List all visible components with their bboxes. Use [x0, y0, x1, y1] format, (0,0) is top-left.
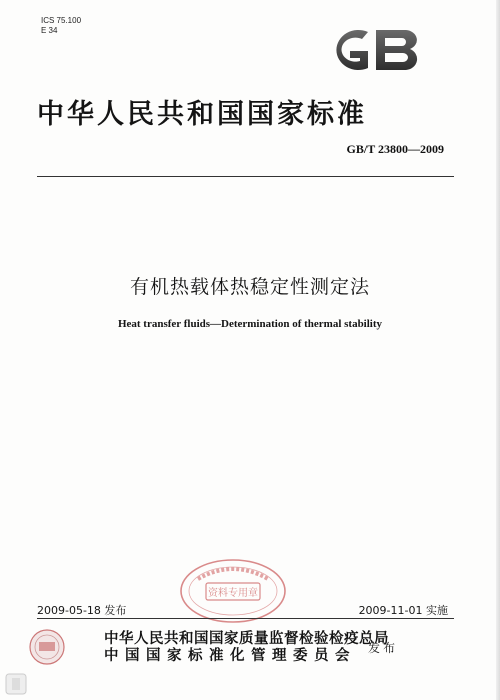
top-divider — [37, 176, 454, 177]
national-standard-title: 中华人民共和国国家标准 — [37, 99, 367, 130]
ccs-code: E 34 — [41, 26, 58, 35]
stamp-seal-icon — [178, 557, 288, 625]
logo-text: GB — [373, 54, 375, 55]
ics-code: ICS 75.100 — [41, 16, 82, 25]
page-corner-icon — [4, 672, 28, 696]
title-chinese: 有机热载体热稳定性测定法 — [129, 276, 370, 298]
issuing-authorities — [104, 630, 389, 664]
implementation-date: 2009-11-01 实施 — [358, 604, 448, 617]
standard-number: GB/T 23800—2009 — [346, 142, 444, 156]
publish-label: 发布 — [368, 641, 399, 655]
title-english: Heat transfer fluids—Determination of thermal stability — [117, 318, 383, 330]
bottom-divider — [37, 618, 454, 619]
classification-codes — [41, 16, 81, 36]
issuer-aqsiq: 中华人民共和国国家质量监督检验检疫总局 — [104, 630, 389, 647]
issuer-sac: 中国国家标准化管理委员会 — [104, 647, 356, 664]
stamp-center-text: 资料专用章 — [208, 588, 258, 599]
gb-logo-icon — [322, 24, 426, 76]
issue-date: 2009-05-18 发布 — [37, 604, 127, 617]
certification-badge-icon — [28, 628, 66, 666]
